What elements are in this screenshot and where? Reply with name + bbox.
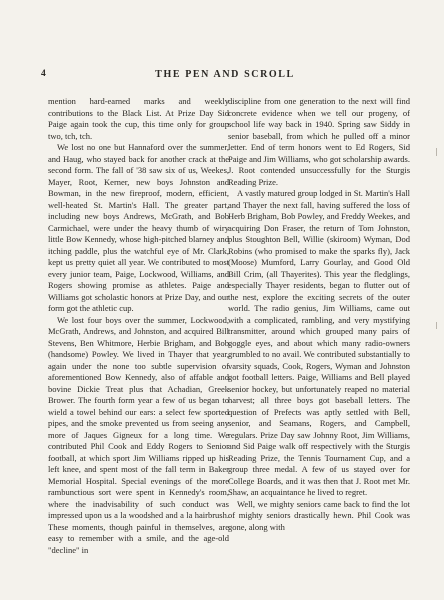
paragraph: A vastly matured group lodged in St. Martin's Hall and Thayer the next fall, having suffered the loss of Herb Brigham, Bob Powley, and Freddy Weekes, and acquiring Don Fraser, the return of Tom Johnston, plus Stoughton Bell, Willie (skiroom) Wyman, Dod Robins (who promised to make the sparks fly), Jack (Moose) Mumford, Larry Gourlay, and Good Old Bill Crim, (all Thayerites). This year the fledglings, especially Thayer residents, began to flutter out of the nest, explore the exciting secrets of the outer world. The radio genius, Jim Williams, came out with a complicated, rambling, and very mystifying transmitter, around which grouped many pairs of goggle eyes, and about which many radio-owners grumbled to no avail. We contributed substantially to varsity squads, Cook, Rogers, Wyman and Johnston got football letters. Paige, Williams and Bell played senior hockey, but unfortunately reaped no material harvest; all three boys got baseball letters. The question of Prefects was aptly settled with Bell, senior, and Seamans, Rogers, and Campbell, regulars. Prize Day saw Johnny Root, Jim Williams, and Sid Paige walk off respectively with the Sturgis Reading Prize, the Tennis Tournament Cup, and a group three medal. A few of us stayed over for College Boards, and it was then that J. Root met Mr. Shaw, an acquaintance he lived to regret. (228, 188, 410, 497)
paragraph: discipline from one generation to the next will find concrete evidence when we tell our progeny, of school life way back in 1940. Spring saw Siddy in senior baseball, from which he pulled off a minor letter. End of term honors went to Ed Rogers, Sid Paige and Jim Williams, who got scholarship awards. J. Root contended unsuccessfully for the Sturgis Reading Prize. (228, 96, 410, 187)
paragraph: Well, we mighty seniors came back to find the lot of mighty seniors drastically hewn. Phil Cook was gone, along with (228, 498, 410, 532)
paragraph: mention hard-earned marks and weekly contributions to the Black List. At Prize Day Sid Paige again took the cup, this time only for group two, tch, tch. (48, 96, 229, 141)
margin-mark (436, 148, 437, 156)
right-column (228, 96, 410, 533)
page-header (41, 69, 409, 83)
margin-mark (436, 322, 437, 329)
running-title: THE PEN AND SCROLL (155, 69, 295, 80)
page-number: 4 (41, 69, 46, 79)
paragraph: We lost no one but Hannaford over the summer, and Haug, who stayed back for another crack at the second form. The fall of '38 saw six of us, Weekes, Mayer, Root, Kerner, new boys Johnston and Bowman, in the new fireproof, modern, efficient, well-heated St. Martin's Hall. The greater part, including new boys Andrews, McGrath, and Bob Carmichael, were under the heavy thumb of wiry little Bow Kennedy, whose high-pitched blarney and itching paddle, plus the watchful eye of Mr. Clark, kept us pretty quiet all year. We contributed to most every junior team, Paige, Lockwood, Williams, and Rogers showing promise as athletes. Paige and Williams got scholastic honors at Prize Day, and our form got the athletic cup. (48, 142, 229, 313)
left-column (48, 96, 229, 556)
paragraph: We lost four boys over the summer, Lockwood, McGrath, Andrews, and Johnston, and acquired Bill Stevens, Ben Whitmore, Herbie Brigham, and Bob (handsome) Powley. We lived in Thayer that year, again under the none too subtle supervision of aforementioned Bow Kennedy, also of affable and bovine Dickie Treat plus that Achadian, Greek Brower. The fourth form year a few of us began to wield a towel behind our ears: a select few sported pipes, and the smoke prevented us from seeing any more of Jaques Gigneux for a long time. We contributed Phil Cook and Eddy Rogers to Senior football, at which sport Jim Williams ripped up his left knee, and spent most of the fall term in Baker Memorial Hospital. Special evenings of the more rambunctious sort were spent in Kennedy's room, where the inadvisability of such conduct was impressed upon us a la woodshed and a la hairbrush. These moments, though painful in themselves, are easy to remember with a smile, and the age-old "decline" in (48, 314, 229, 555)
